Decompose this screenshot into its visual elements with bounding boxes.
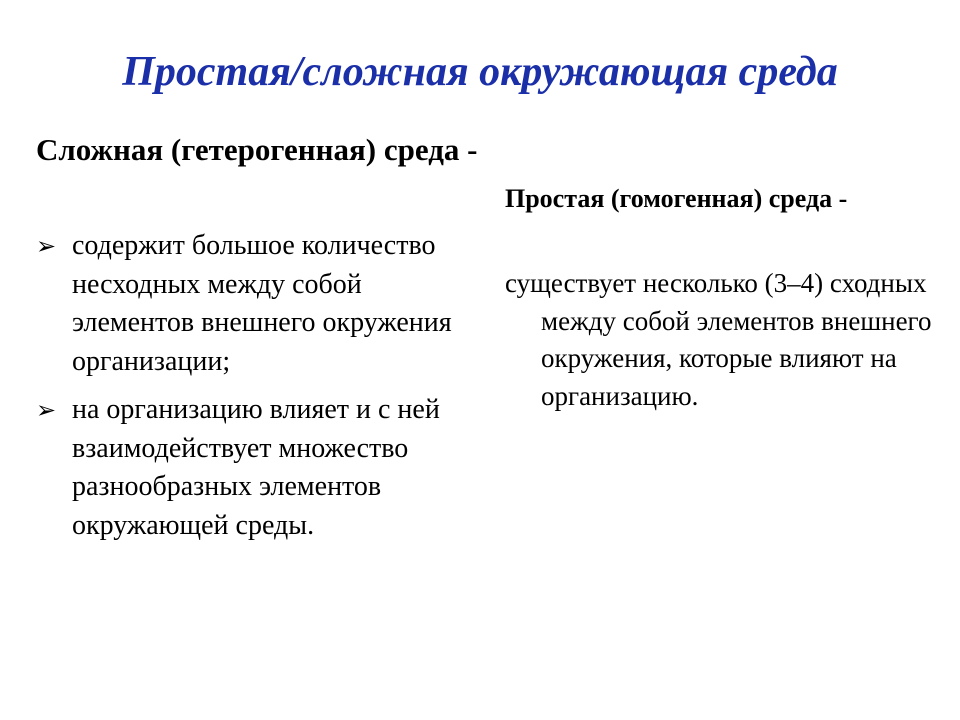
bullet-text: содержит большое количество несходных между собой элементов внешнего окружения организации; <box>72 230 452 377</box>
bullet-item <box>36 227 476 381</box>
arrow-bullet-icon: ➢ <box>36 232 57 260</box>
simple-environment-description: существует несколько (3–4) сходных между собой элементов внешнего окружения, которые влияют на организацию. <box>505 268 932 411</box>
slide-title: Простая/сложная окружающая среда <box>122 49 838 95</box>
bullet-text: на организацию влияет и с ней взаимодействует множество разнообразных элементов окружающей среды. <box>72 394 440 541</box>
complex-environment-heading: Сложная (гетерогенная) среда - <box>36 132 478 167</box>
simple-environment-heading: Простая (гомогенная) среда - <box>505 184 848 213</box>
arrow-bullet-icon: ➢ <box>36 396 57 424</box>
bullet-item <box>36 391 476 545</box>
